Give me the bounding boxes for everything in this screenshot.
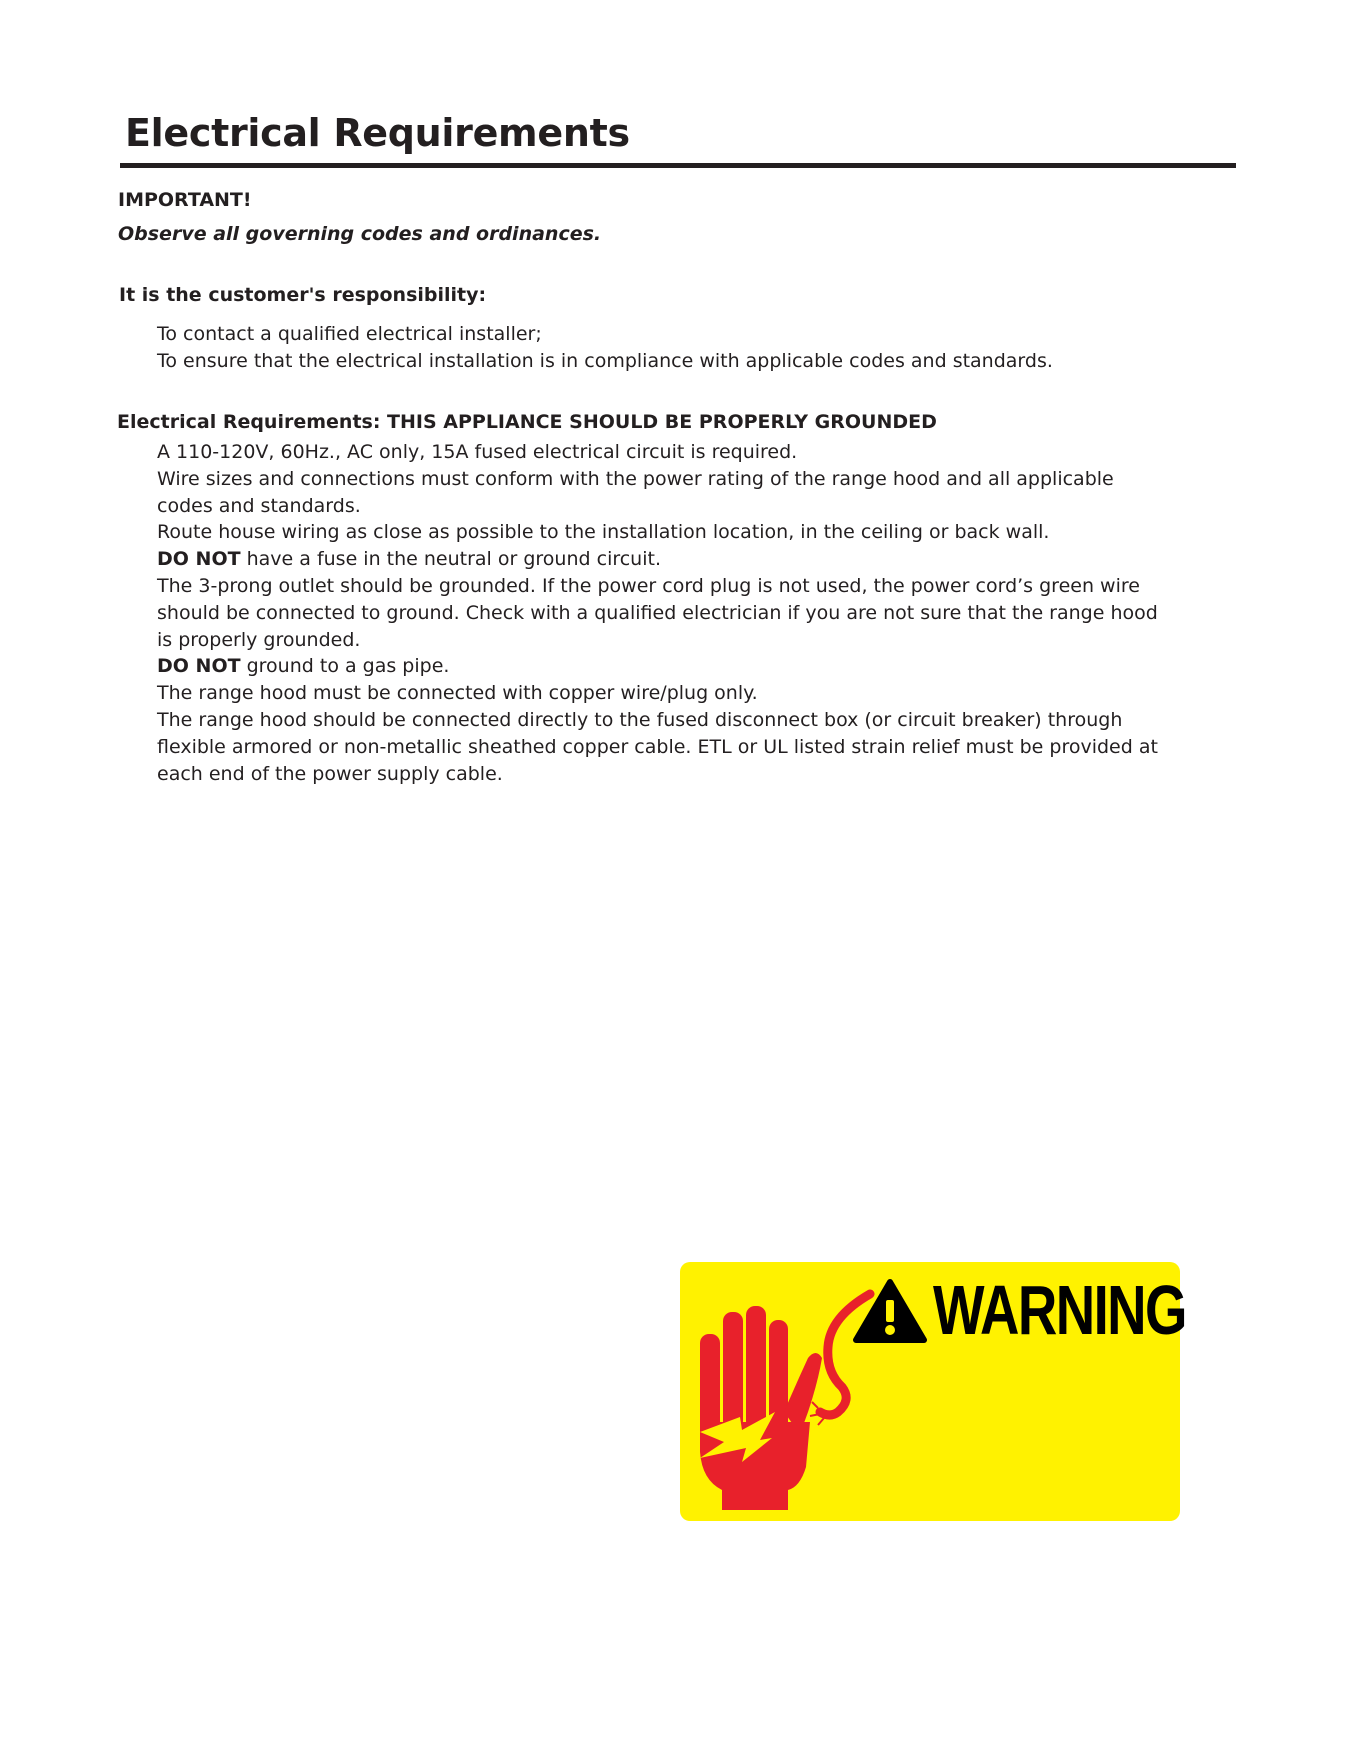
do-not-emphasis: DO NOT (157, 548, 241, 571)
important-label: IMPORTANT! (118, 189, 252, 211)
important-note: Observe all governing codes and ordinances. (118, 223, 602, 245)
responsibility-item: To ensure that the electrical installation is in compliance with applicable codes and standards. (157, 349, 1053, 372)
requirement-item (157, 653, 1167, 680)
requirement-item: A 110-120V, 60Hz., AC only, 15A fused electrical circuit is required. (157, 441, 798, 463)
requirements-list (157, 439, 1167, 787)
requirement-item: Wire sizes and connections must conform with the power rating of the range hood and all applicable codes and standards. (157, 467, 1114, 517)
requirement-item: The 3-prong outlet should be grounded. If the power cord plug is not used, the power cord’s green wire should be connected to ground. Check with a qualified electrician if you are not sure that the range hood is properly grounded. (157, 574, 1158, 651)
requirement-item (157, 546, 1167, 573)
responsibility-list (157, 321, 1053, 375)
requirement-item-text: have a fuse in the neutral or ground circuit. (240, 548, 661, 571)
page-title: Electrical Requirements (125, 111, 630, 155)
warning-text: WARNING (933, 1271, 1186, 1349)
requirement-item: Route house wiring as close as possible to the installation location, in the ceiling or back wall. (157, 521, 1050, 544)
requirement-item-text: ground to a gas pipe. (240, 655, 450, 678)
responsibility-item: To contact a qualified electrical installer; (157, 323, 542, 345)
requirements-heading: Electrical Requirements: THIS APPLIANCE SHOULD BE PROPERLY GROUNDED (117, 411, 937, 433)
requirement-item: The range hood should be connected directly to the fused disconnect box (or circuit breaker) through flexible armored or non-metallic sheathed copper cable. ETL or UL listed strain relief must be provided at each end of the power supply cable. (157, 708, 1158, 785)
do-not-emphasis: DO NOT (157, 655, 241, 678)
title-rule (120, 163, 1236, 168)
responsibility-heading: It is the customer's responsibility: (119, 284, 487, 306)
requirement-item: The range hood must be connected with copper wire/plug only. (157, 682, 758, 705)
warning-label (680, 1262, 1186, 1521)
exclamation-triangle-icon (856, 1282, 924, 1340)
